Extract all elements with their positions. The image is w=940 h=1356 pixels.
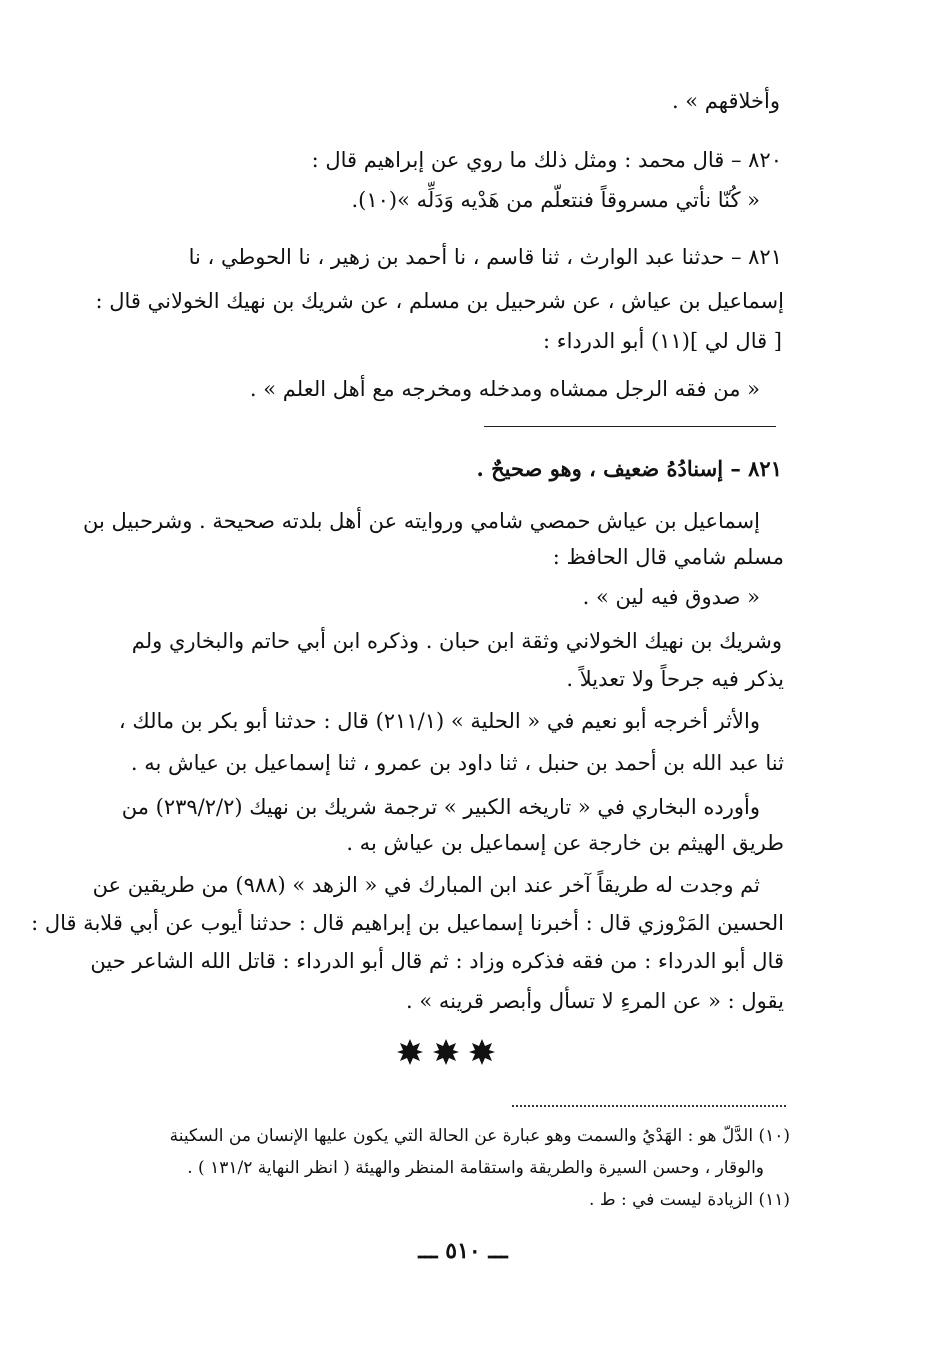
- page-number: ـــ ٥١٠ ـــ: [418, 1238, 508, 1264]
- text-line: [ قال لي ](١١) أبو الدرداء :: [542, 329, 782, 353]
- section-end-stars: [396, 1038, 496, 1066]
- text-line: قال أبو الدرداء : من فقه فذكره وزاد : ثم قال أبو الدرداء : قاتل الله الشاعر حين: [90, 949, 784, 973]
- footnote-10: (١٠) الدَّلّ هو : الهَدْيُ والسمت وهو عبارة عن الحالة التي يكون عليها الإنسان من السكينة: [169, 1126, 790, 1146]
- star-icon: [469, 1039, 495, 1065]
- star-icon: [397, 1039, 423, 1065]
- text-line: ٨٢٠ – قال محمد : ومثل ذلك ما روي عن إبراهيم قال :: [311, 148, 782, 172]
- text-line: وأخلاقهم » .: [671, 89, 780, 113]
- text-line: وشريك بن نهيك الخولاني وثقة ابن حبان . وذكره ابن أبي حاتم والبخاري ولم: [131, 629, 782, 653]
- footnote-separator: [512, 1105, 786, 1107]
- text-line: « صدوق فيه لين » .: [582, 585, 760, 609]
- text-line: ثم وجدت له طريقاً آخر عند ابن المبارك في « الزهد » (٩٨٨) من طريقين عن: [92, 873, 760, 897]
- text-line: « كُنّا نأتي مسروقاً فنتعلّم من هَدْيه وَدَلِّه »(١٠).: [351, 188, 760, 212]
- text-line: وأورده البخاري في « تاريخه الكبير » ترجمة شريك بن نهيك (٢٣٩/٢/٢) من: [121, 795, 760, 819]
- text-line: يقول : « عن المرءِ لا تسأل وأبصر قرينه » .: [405, 989, 784, 1013]
- text-line: إسماعيل بن عياش حمصي شامي وروايته عن أهل بلدته صحيحة . وشرحبيل بن: [82, 509, 760, 533]
- text-line: يذكر فيه جرحاً ولا تعديلاً .: [566, 667, 784, 691]
- text-line: الحسين المَرْوزي قال : أخبرنا إسماعيل بن إبراهيم قال : حدثنا أيوب عن أبي قلابة قال :: [31, 911, 784, 935]
- section-heading: ٨٢١ – إسنادُهُ ضعيف ، وهو صحيحٌ .: [476, 456, 782, 481]
- text-line: « من فقه الرجل ممشاه ومدخله ومخرجه مع أهل العلم » .: [249, 377, 760, 401]
- text-line: طريق الهيثم بن خارجة عن إسماعيل بن عياش به .: [346, 831, 784, 855]
- text-line: والأثر أخرجه أبو نعيم في « الحلية » (٢١١/١) قال : حدثنا أبو بكر بن مالك ،: [118, 709, 760, 733]
- footnote-11: (١١) الزيادة ليست في : ط .: [589, 1190, 790, 1210]
- text-line: إسماعيل بن عياش ، عن شرحبيل بن مسلم ، عن شريك بن نهيك الخولاني قال :: [95, 289, 784, 313]
- star-icon: [433, 1039, 459, 1065]
- text-line: ثنا عبد الله بن أحمد بن حنبل ، ثنا داود بن عمرو ، ثنا إسماعيل بن عياش به .: [130, 751, 784, 775]
- text-line: ٨٢١ – حدثنا عبد الوارث ، ثنا قاسم ، نا أحمد بن زهير ، نا الحوطي ، نا: [188, 245, 782, 269]
- text-line: مسلم شامي قال الحافظ :: [552, 545, 784, 569]
- footnote-10-cont: والوقار ، وحسن السيرة والطريقة واستقامة المنظر والهيئة ( انظر النهاية ١٣١/٢ ) .: [187, 1158, 764, 1178]
- separator-line: [484, 426, 776, 427]
